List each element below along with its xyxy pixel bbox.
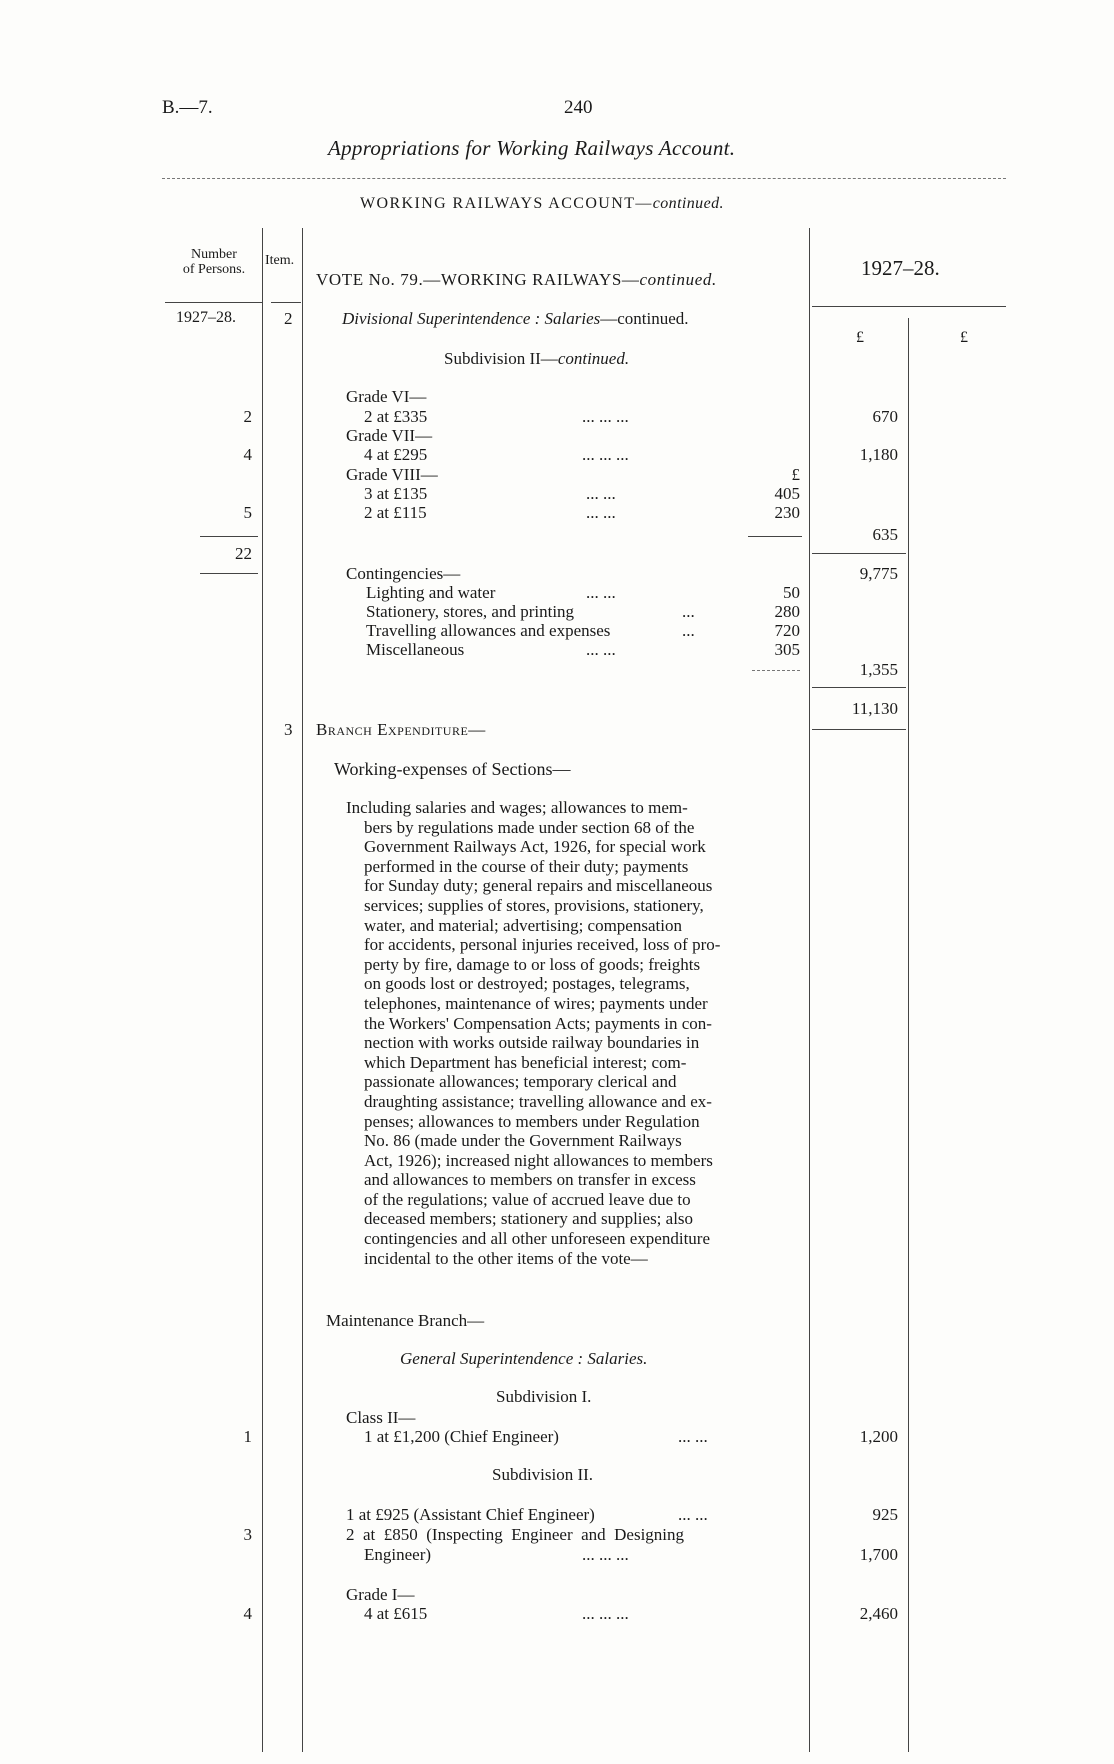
section-heading: Divisional Superintendence : Salaries—continued. — [342, 309, 689, 328]
header-rule — [162, 178, 1006, 179]
line-amount: 230 — [774, 503, 800, 522]
document-code: B.—7. — [162, 97, 213, 118]
grade-line-continued: Engineer) — [364, 1545, 432, 1564]
persons-count: 1 — [243, 1427, 252, 1446]
column-rule-amount-inner — [908, 318, 909, 1752]
class-heading: Class II— — [346, 1408, 416, 1427]
leader-dots: ... ... ... — [582, 445, 629, 464]
persons-year-label: 1927–28. — [176, 309, 236, 326]
page-title: Appropriations for Working Railways Account. — [328, 136, 736, 160]
general-superintendence-heading: General Superintendence : Salaries. — [400, 1349, 648, 1368]
leader-dots: ... ... — [586, 583, 616, 602]
item-total: 11,130 — [851, 699, 898, 718]
line-amount: 1,200 — [859, 1427, 898, 1446]
persons-count: 2 — [243, 407, 252, 426]
leader-dots: ... — [682, 621, 695, 640]
item-header-rule — [271, 302, 301, 303]
line-amount: 405 — [774, 484, 800, 503]
contingency-label: Lighting and water — [366, 583, 496, 602]
subdivision-heading: Subdivision II—continued. — [444, 349, 630, 368]
amount-rule — [812, 687, 906, 688]
maintenance-heading: Maintenance Branch— — [326, 1311, 485, 1330]
persons-header-line2: of Persons. — [182, 262, 246, 277]
grade-heading: Grade VIII— — [346, 465, 438, 484]
column-rule-item — [302, 228, 303, 1752]
grade-line: 4 at £615 — [364, 1604, 428, 1623]
line-amount: 1,700 — [859, 1545, 898, 1564]
subdivision-heading: Subdivision I. — [496, 1387, 592, 1406]
persons-header-line1: Number — [191, 247, 237, 262]
grade-line: 1 at £925 (Assistant Chief Engineer) — [346, 1505, 595, 1524]
salaries-total: 9,775 — [859, 564, 898, 583]
persons-total-rule — [200, 536, 258, 537]
amount-rule — [812, 553, 906, 554]
subtotal-rule — [748, 536, 802, 537]
leader-dots: ... ... ... — [582, 1545, 629, 1564]
grade-line: 2 at £850 (Inspecting Engineer and Designing — [346, 1525, 685, 1544]
grade-line: 2 at £335 — [364, 407, 428, 426]
leader-dots: ... ... — [678, 1427, 708, 1446]
grade-heading: Grade VI— — [346, 387, 427, 406]
grade-line: 3 at £135 — [364, 484, 428, 503]
leader-dots: ... ... ... — [582, 407, 629, 426]
expenditure-description: Including salaries and wages; allowances to mem- bers by regulations made under section 68 of the Government Railways Act, 1926, for special work performed in the course of their duty; payments for Sunday duty; general repairs and miscellaneous services; supplies of stores, provisions, stationery, water, and material; advertising; compensation for accidents, personal injuries received, loss of pro- perty by fire, damage to or loss of goods; freights on goods lost or destroyed; postages, telegrams, telephones, maintenance of wires; payments under the Workers' Compensation Acts; payments in con- nection with works outside railway boundaries in which Department has beneficial interest; com- passionate allowances; temporary clerical and draughting assistance; travelling allowance and ex- penses; allowances to members under Regulation No. 86 (made under the Government Railways Act, 1926); increased night allowances to members and allowances to members on transfer in excess of the regulations; value of accrued leave due to deceased members; stationery and supplies; also contingencies and all other unforeseen expenditure incidental to the other items of the vote— — [346, 798, 721, 1268]
contingencies-total: 1,355 — [859, 660, 898, 679]
persons-total: 22 — [235, 544, 252, 563]
line-amount: 2,460 — [859, 1604, 898, 1623]
year-header: 1927–28. — [861, 256, 940, 280]
persons-count: 4 — [243, 1604, 252, 1623]
item-number: 2 — [284, 309, 293, 328]
persons-count: 3 — [243, 1525, 252, 1544]
grade-line: 4 at £295 — [364, 445, 428, 464]
page-subtitle: WORKING RAILWAYS ACCOUNT—continued. — [360, 195, 724, 212]
grade-heading: Grade VII— — [346, 426, 433, 445]
persons-count: 5 — [243, 503, 252, 522]
vote-header: VOTE No. 79.—WORKING RAILWAYS—continued. — [316, 270, 717, 289]
grade-heading: Grade I— — [346, 1585, 415, 1604]
contingency-label: Miscellaneous — [366, 640, 465, 659]
persons-total-rule-lower — [200, 573, 258, 574]
leader-dots: ... ... — [678, 1505, 708, 1524]
contingency-amount: 280 — [774, 602, 800, 621]
item-number: 3 — [284, 720, 293, 739]
page-number: 240 — [564, 97, 593, 118]
leader-dots: ... ... — [586, 503, 616, 522]
contingency-label: Travelling allowances and expenses — [366, 621, 611, 640]
pound-column-label-2: £ — [960, 329, 968, 346]
subdivision-heading: Subdivision II. — [492, 1465, 594, 1484]
persons-count: 4 — [243, 445, 252, 464]
amount-rule — [812, 729, 906, 730]
contingencies-heading: Contingencies— — [346, 564, 461, 583]
line-amount: 925 — [872, 1505, 898, 1524]
column-rule-amount — [809, 228, 810, 1752]
grade-line: 1 at £1,200 (Chief Engineer) — [364, 1427, 559, 1446]
working-expenses-heading: Working-expenses of Sections— — [334, 759, 571, 779]
item-header: Item. — [265, 253, 295, 268]
leader-dots: ... ... ... — [582, 1604, 629, 1623]
line-amount: 1,180 — [859, 445, 898, 464]
contingency-amount: 50 — [783, 583, 800, 602]
contingency-label: Stationery, stores, and printing — [366, 602, 575, 621]
branch-heading: Branch Expenditure— — [316, 720, 486, 739]
contingency-amount: 720 — [774, 621, 800, 640]
pound-sign: £ — [791, 465, 800, 484]
pound-column-label-1: £ — [856, 329, 864, 346]
leader-dots: ... ... — [586, 640, 616, 659]
contingency-amount: 305 — [774, 640, 800, 659]
line-amount: 670 — [872, 407, 898, 426]
persons-header-rule — [165, 302, 262, 303]
subtotal-amount: 635 — [872, 525, 898, 544]
subtotal-rule — [752, 670, 800, 671]
column-rule-persons — [262, 228, 263, 1752]
grade-line: 2 at £115 — [364, 503, 427, 522]
year-header-rule — [812, 306, 1006, 307]
leader-dots: ... ... — [586, 484, 616, 503]
leader-dots: ... — [682, 602, 695, 621]
